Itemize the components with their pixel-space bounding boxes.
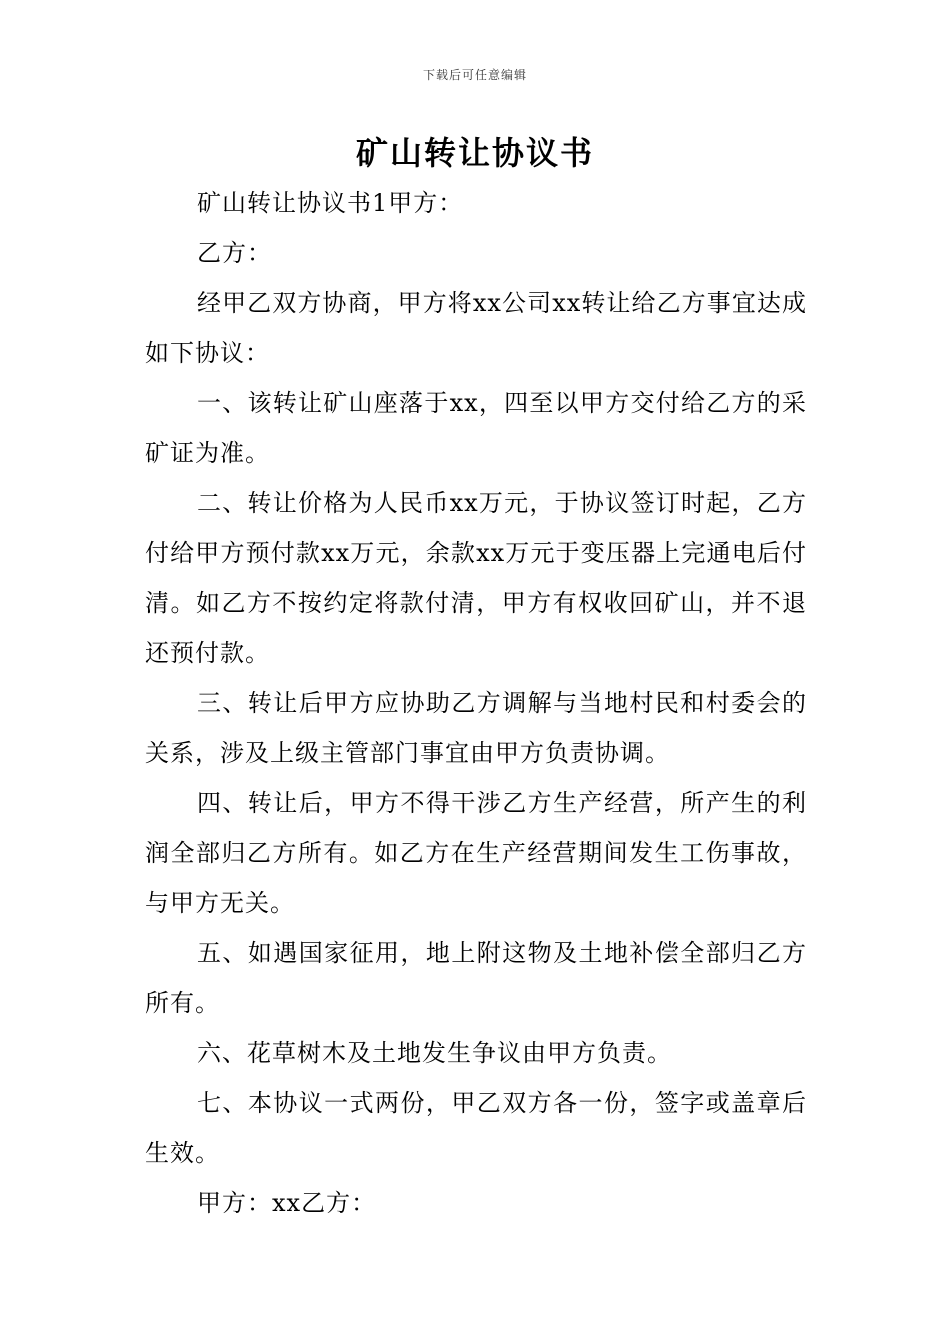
- clause-2: 二、转让价格为人民币xx万元，于协议签订时起，乙方付给甲方预付款xx万元，余款xx万元于变压器上完通电后付清。如乙方不按约定将款付清，甲方有权收回矿山，并不退还预付款。: [145, 489, 807, 667]
- document-title: 矿山转让协议书: [355, 134, 594, 172]
- document-body: [145, 178, 807, 1228]
- paragraph-party-b: 乙方：: [197, 239, 272, 267]
- paragraph-preamble: 经甲乙双方协商，甲方将xx公司xx转让给乙方事宜达成如下协议：: [145, 289, 807, 367]
- clause-6: 六、花草树木及土地发生争议由甲方负责。: [197, 1039, 672, 1067]
- clause-7: 七、本协议一式两份，甲乙双方各一份，签字或盖章后生效。: [145, 1089, 807, 1167]
- clause-3: 三、转让后甲方应协助乙方调解与当地村民和村委会的关系，涉及上级主管部门事宜由甲方负责协调。: [145, 689, 807, 767]
- clause-5: 五、如遇国家征用，地上附这物及土地补偿全部归乙方所有。: [145, 939, 807, 1017]
- header-note: 下载后可任意编辑: [422, 68, 527, 82]
- clause-1: 一、该转让矿山座落于xx，四至以甲方交付给乙方的采矿证为准。: [145, 389, 807, 467]
- clause-4: 四、转让后，甲方不得干涉乙方生产经营，所产生的利润全部归乙方所有。如乙方在生产经营期间发生工伤事故，与甲方无关。: [145, 789, 807, 917]
- signature-line: 甲方：xx乙方：: [197, 1189, 377, 1217]
- paragraph-intro: 矿山转让协议书1甲方：: [197, 189, 464, 217]
